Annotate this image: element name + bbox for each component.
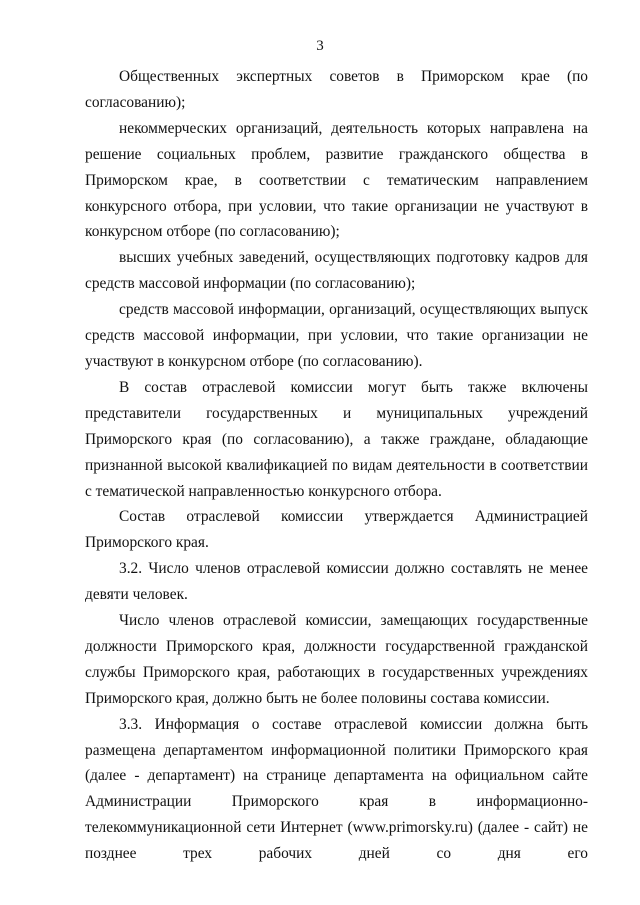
paragraph-commission-members: В состав отраслевой комиссии могут быть также включены представители государственных и муниципальных учреждений Приморского края (по согласованию), а также граждане, обладающие признанной высокой квалификацией по видам деятельности в соответствии с тематической направленностью конкурсного отбора. [85,378,588,500]
paragraph-nonprofit-organizations: некоммерческих организаций, деятельность которых направлена на решение социальных проблем, развитие гражданского общества в Приморском крае, в соответствии с тематическим направлением конкурсного отбора, при условии, что такие организации не участвуют в конкурсном отборе (по согласованию); [85,119,588,241]
page-number: 3 [316,38,324,54]
document-body [85,64,588,867]
paragraph-commission-approval: Состав отраслевой комиссии утверждается Администрацией Приморского края. [85,508,588,552]
paragraph-state-officials-limit: Число членов отраслевой комиссии, замещающих государственные должности Приморского края, должности государственной гражданской службы Приморского края, работающих в государственных учреждениях Приморского края, должно быть не более половины состава комиссии. [85,612,588,707]
paragraph-mass-media: средств массовой информации, организаций, осуществляющих выпуск средств массовой информации, при условии, что такие организации не участвуют в конкурсном отборе (по согласованию). [85,301,588,370]
paragraph-section-3-2: 3.2. Число членов отраслевой комиссии должно составлять не менее девяти человек. [85,560,588,604]
paragraph-section-3-3: 3.3. Информация о составе отраслевой комиссии должна быть размещена департаментом информационной политики Приморского края (далее - департамент) на странице департамента на официальном сайте Администрации Приморского края в информационно-телекоммуникационной сети Интернет (www.primorsky.ru) (далее - сайт) не позднее трех рабочих дней со дня его [85,715,588,863]
paragraph-public-expert-councils: Общественных экспертных советов в Приморском крае (по согласованию); [85,68,588,111]
paragraph-higher-education: высших учебных заведений, осуществляющих подготовку кадров для средств массовой информации (по согласованию); [85,249,588,293]
